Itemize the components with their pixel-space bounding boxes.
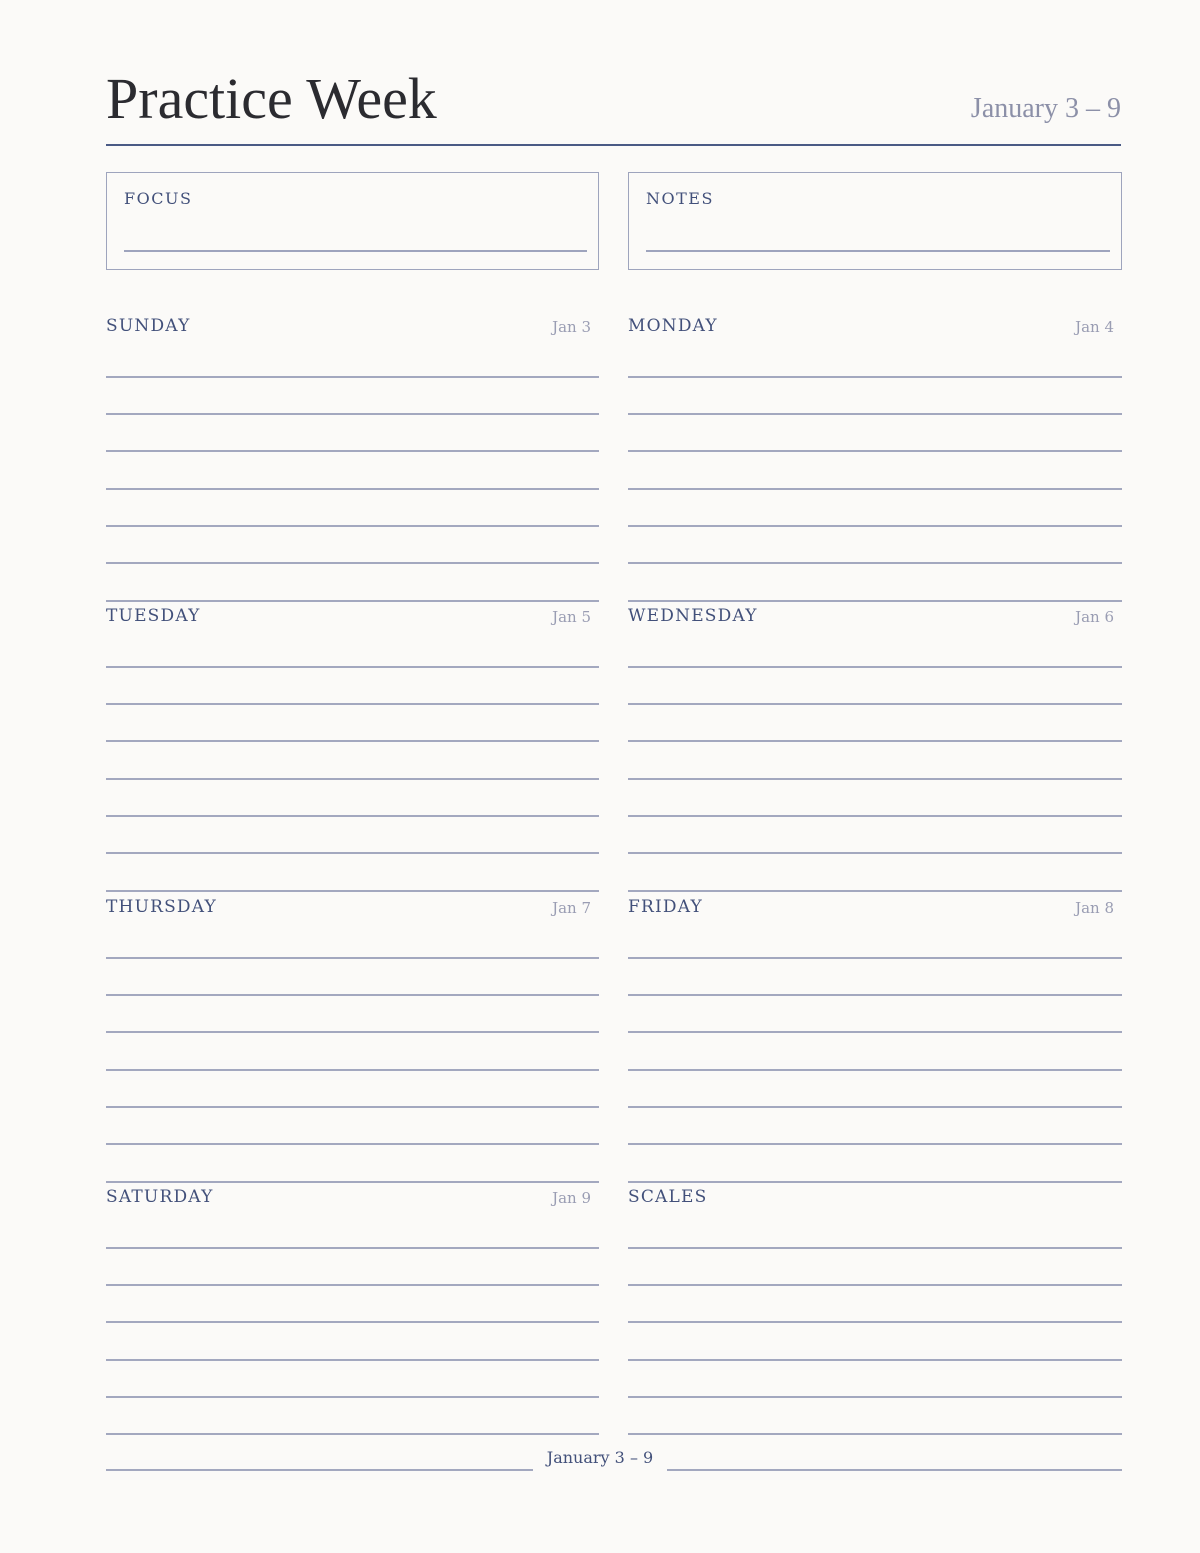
day-label: MONDAY (628, 316, 718, 336)
write-line[interactable] (628, 815, 1122, 817)
day-section (106, 881, 599, 1171)
footer-rule-right (667, 1469, 1122, 1471)
title-divider (106, 144, 1121, 146)
write-line[interactable] (628, 740, 1122, 742)
write-line[interactable] (106, 1247, 599, 1249)
day-section (628, 1171, 1122, 1461)
write-line[interactable] (628, 957, 1122, 959)
page-title: Practice Week (106, 66, 437, 131)
write-line[interactable] (106, 488, 599, 490)
day-label: SATURDAY (106, 1187, 214, 1207)
write-line[interactable] (106, 413, 599, 415)
write-line[interactable] (106, 1284, 599, 1286)
write-line[interactable] (628, 413, 1122, 415)
write-line[interactable] (628, 1284, 1122, 1286)
write-line[interactable] (106, 1106, 599, 1108)
write-line[interactable] (628, 1143, 1122, 1145)
day-section (628, 590, 1122, 880)
day-section (106, 300, 599, 590)
write-line[interactable] (106, 957, 599, 959)
day-section (106, 1171, 599, 1461)
write-line[interactable] (628, 1031, 1122, 1033)
day-date: Jan 8 (1075, 899, 1114, 917)
write-line[interactable] (106, 525, 599, 527)
day-date: Jan 4 (1075, 318, 1114, 336)
day-label: SCALES (628, 1187, 708, 1207)
write-line[interactable] (106, 666, 599, 668)
write-line[interactable] (628, 703, 1122, 705)
day-label: THURSDAY (106, 897, 217, 917)
day-section (106, 590, 599, 880)
day-label: FRIDAY (628, 897, 703, 917)
write-line[interactable] (106, 1143, 599, 1145)
write-line[interactable] (106, 815, 599, 817)
write-line[interactable] (628, 562, 1122, 564)
footer-date-range: January 3 – 9 (546, 1448, 654, 1467)
write-line[interactable] (628, 778, 1122, 780)
write-line[interactable] (628, 525, 1122, 527)
write-line[interactable] (628, 994, 1122, 996)
write-line[interactable] (628, 1247, 1122, 1249)
write-line[interactable] (106, 562, 599, 564)
notes-label: NOTES (646, 189, 714, 208)
notes-box (628, 172, 1122, 270)
day-date: Jan 6 (1075, 608, 1114, 626)
day-label: SUNDAY (106, 316, 191, 336)
write-line[interactable] (628, 1321, 1122, 1323)
write-line[interactable] (106, 1359, 599, 1361)
day-date: Jan 9 (552, 1189, 591, 1207)
write-line[interactable] (106, 703, 599, 705)
write-line[interactable] (628, 1106, 1122, 1108)
write-line[interactable] (106, 1069, 599, 1071)
write-line[interactable] (628, 488, 1122, 490)
write-line[interactable] (628, 1396, 1122, 1398)
day-date: Jan 7 (552, 899, 591, 917)
write-line[interactable] (628, 376, 1122, 378)
write-line[interactable] (106, 778, 599, 780)
footer-rule-left (106, 1469, 533, 1471)
write-line[interactable] (628, 1433, 1122, 1435)
write-line[interactable] (628, 1359, 1122, 1361)
day-section (628, 881, 1122, 1171)
week-date-range: January 3 – 9 (970, 93, 1121, 124)
write-line[interactable] (628, 666, 1122, 668)
write-line[interactable] (106, 1433, 599, 1435)
write-line[interactable] (106, 994, 599, 996)
write-line[interactable] (106, 740, 599, 742)
write-line[interactable] (106, 852, 599, 854)
write-line[interactable] (628, 852, 1122, 854)
write-line[interactable] (106, 450, 599, 452)
focus-write-line[interactable] (124, 250, 587, 252)
day-label: TUESDAY (106, 606, 201, 626)
day-label: WEDNESDAY (628, 606, 758, 626)
day-date: Jan 3 (552, 318, 591, 336)
focus-label: FOCUS (124, 189, 193, 208)
write-line[interactable] (106, 1031, 599, 1033)
notes-write-line[interactable] (646, 250, 1110, 252)
day-date: Jan 5 (552, 608, 591, 626)
focus-box (106, 172, 599, 270)
day-section (628, 300, 1122, 590)
write-line[interactable] (628, 1069, 1122, 1071)
write-line[interactable] (106, 1321, 599, 1323)
write-line[interactable] (106, 1396, 599, 1398)
write-line[interactable] (628, 450, 1122, 452)
write-line[interactable] (106, 376, 599, 378)
